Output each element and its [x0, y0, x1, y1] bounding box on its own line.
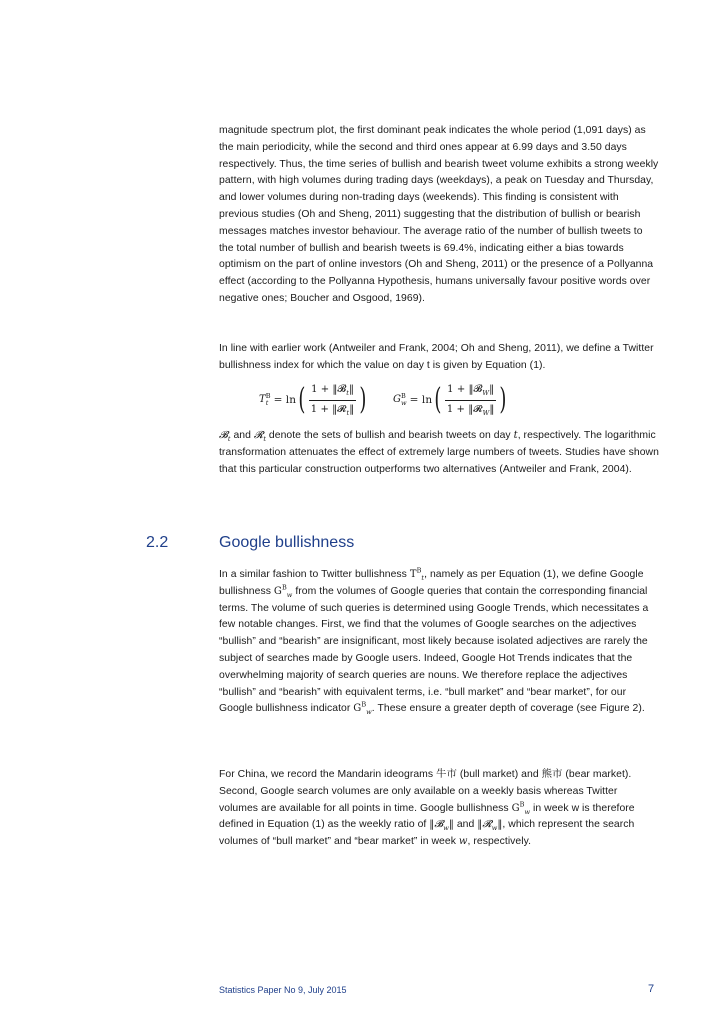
- math-paren: ): [359, 382, 367, 418]
- paragraph-text: [219, 767, 659, 851]
- text-run: , which represent the search volumes of “bull market” and “bear market” in week: [219, 819, 635, 848]
- math-subscript: w: [401, 399, 407, 408]
- math-numerator: 1 + ‖𝓑: [311, 384, 347, 395]
- math-subscript: W: [482, 389, 490, 397]
- math-symbol: G: [353, 703, 362, 715]
- math-paren: ): [499, 382, 507, 418]
- paragraph-periodicity: [219, 123, 659, 308]
- paragraph-twitter-index-intro: [219, 341, 659, 375]
- math-denominator: 1 + ‖𝓡: [446, 403, 483, 415]
- fraction-bar: [309, 400, 356, 401]
- paragraph-equation-explanation: [219, 428, 659, 478]
- math-subscript: w: [286, 590, 293, 599]
- math-superscript: B: [519, 800, 525, 809]
- text-run: , namely as per Equation (1), we define Google bullishness: [219, 569, 644, 597]
- text-run: , respectively.: [467, 836, 532, 848]
- text-run: For China, we record the Mandarin ideograms 牛市 (bull market) and 熊市 (bear market). Second, Google search volumes are only available on a weekly basis whereas Twitter volumes are available for all points in time. Google bullishness: [219, 769, 632, 814]
- math-subscript: w: [524, 807, 531, 816]
- text-run: and: [453, 819, 478, 831]
- math-denominator: 1 + ‖𝓡: [310, 403, 347, 415]
- math-subscript: t: [346, 408, 350, 417]
- math-subscript: t: [263, 435, 266, 444]
- math-norm: ‖: [489, 403, 495, 415]
- page-number: 7: [648, 983, 655, 995]
- paragraph-text: magnitude spectrum plot, the first dominant peak indicates the whole period (1,091 days) as the main periodicity, while the second and third ones appear at 6.99 days and 3.50 days respectively. Thus, the time series of bullish and bearish tweet volume exhibits a strong weekly pattern, with high volumes during trading days (weekdays), a peak on Tuesday and Thursday, and lower volumes during non-trading days (weekends). This finding is consistent with previous studies (Oh and Sheng, 2011) suggesting that the distribution of bullish or bearish messages matches investor behaviour. The average ratio of the number of bullish tweets to the total number of bullish and bearish tweets is 69.4%, indicating either a bias towards optimism on the part of online investors (Oh and Sheng, 2011) or the presence of a Pollyanna effect (according to the Pollyanna Hypothesis, humans universally favour positive words over negative ones; Boucher and Osgood, 1969).: [219, 125, 659, 304]
- math-fraction: [309, 382, 356, 419]
- section-title: Google bullishness: [219, 534, 355, 551]
- math-norm: ‖: [448, 819, 454, 831]
- math-superscript: B: [265, 392, 271, 401]
- math-norm: ‖: [348, 384, 355, 395]
- paragraph-china-weekly: [219, 767, 659, 851]
- math-symbol: T: [259, 393, 266, 405]
- text-run: denote the sets of bullish and bearish tweets on day: [265, 430, 514, 441]
- math-symbol: G: [511, 802, 520, 814]
- equation-1: [219, 382, 659, 422]
- math-paren: (: [298, 382, 306, 418]
- math-superscript: B: [401, 392, 406, 401]
- math-fraction: [445, 382, 497, 419]
- math-symbol: G: [273, 585, 282, 597]
- math-subscript: t: [227, 435, 231, 444]
- math-norm: ‖: [489, 384, 495, 395]
- text-run: from the volumes of Google queries that contain the corresponding financial terms. The volume of such queries is determined using Google Trends, which necessitates a few notable changes. First, we find that the volumes of Google searches on the adjectives “bullish” and “bearish” are insignificant, most likely because isolated adjectives are rarely the subject of searches made by Google users. Indeed, Google Hot Trends indicates that the overwhelming majority of search queries are nouns. We therefore replace the adjectives “bullish” and “bearish” with equivalent terms, i.e. “bull market” and “bear market”, for our Google bullishness indicator: [219, 585, 649, 715]
- twitter-bullishness-formula: [259, 382, 369, 419]
- math-symbol: 𝓡: [253, 430, 264, 441]
- math-operator: = ln: [273, 393, 297, 406]
- paragraph-text: In line with earlier work (Antweiler and Frank, 2004; Oh and Sheng, 2011), we define a Twitter bullishness index for which the value on day t is given by Equation (1).: [219, 343, 654, 371]
- section-number: 2.2: [146, 534, 169, 551]
- math-superscript: B: [416, 566, 422, 575]
- math-superscript: B: [361, 700, 367, 709]
- math-norm: ‖: [349, 403, 355, 415]
- math-subscript: w: [443, 824, 449, 833]
- math-superscript: B: [281, 583, 287, 592]
- math-subscript: w: [491, 824, 498, 833]
- text-run: , respectively. The logarithmic transformation attenuates the effect of extremely large numbers of tweets. Studies have shown that this particular construction outperforms two alternatives (Antweiler and Frank, 2004).: [219, 430, 659, 475]
- math-subscript: t: [346, 389, 349, 397]
- text-run: . These ensure a greater depth of coverage (see Figure 2).: [371, 703, 645, 715]
- math-symbol: T: [409, 569, 417, 580]
- math-symbol: ‖𝓑: [429, 819, 444, 831]
- math-numerator: 1 + ‖𝓑: [447, 384, 483, 395]
- fraction-bar: [445, 400, 497, 401]
- math-symbol: t: [513, 430, 518, 441]
- math-subscript: w: [366, 708, 372, 717]
- text-run: in week w is therefore defined in Equation (1) as the weekly ratio of: [219, 802, 635, 831]
- math-symbol: w: [458, 836, 468, 848]
- math-subscript: t: [421, 574, 425, 583]
- text-run: In a similar fashion to Twitter bullishness: [219, 569, 410, 580]
- footer-source: Statistics Paper No 9, July 2015: [219, 985, 347, 995]
- math-subscript: t: [265, 399, 269, 408]
- math-operator: = ln: [409, 393, 433, 406]
- paragraph-google-bullishness: [219, 567, 659, 718]
- google-bullishness-formula: [393, 382, 509, 419]
- math-paren: (: [434, 382, 442, 418]
- paragraph-text: [219, 567, 659, 718]
- math-norm: ‖: [497, 819, 503, 831]
- paragraph-text: [219, 428, 659, 478]
- math-symbol: 𝓑: [219, 430, 228, 441]
- text-run: and: [230, 430, 254, 441]
- math-symbol: ‖𝓡: [477, 819, 492, 831]
- math-subscript: W: [482, 408, 490, 417]
- math-symbol: G: [393, 393, 402, 405]
